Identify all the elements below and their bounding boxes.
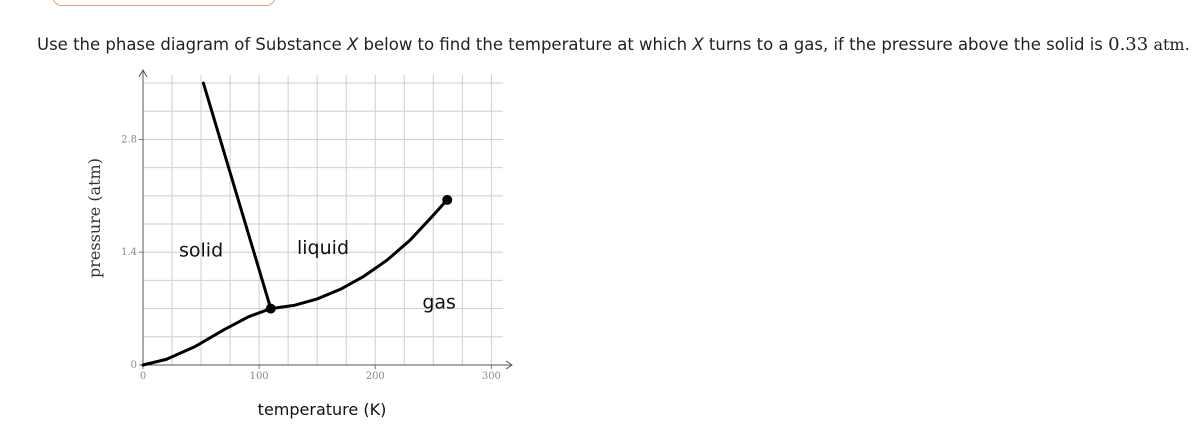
axes	[139, 70, 512, 369]
y-tick-label: 2.8	[121, 134, 137, 146]
grid	[143, 75, 503, 365]
critical-point	[442, 195, 452, 205]
substance-var-2: X	[692, 35, 704, 54]
pressure-value: 0.33	[1108, 34, 1149, 55]
triple-point	[266, 304, 276, 314]
substance-var-1: X	[346, 35, 359, 54]
question-part-3: turns to a gas, if the pressure above the solid is	[703, 35, 1109, 54]
question-part-2: below to find the temperature at which	[358, 35, 693, 54]
x-tick-label: 0	[139, 371, 147, 382]
y-tick-label: 1.4	[121, 247, 137, 259]
region-label-liquid: liquid	[297, 236, 349, 259]
x-tick-label: 100	[249, 371, 269, 382]
x-axis-label: temperature (K)	[257, 400, 387, 419]
x-tick-label: 300	[481, 371, 501, 382]
y-axis-label: pressure (atm)	[85, 158, 104, 278]
region-label-gas: gas	[422, 291, 456, 314]
pressure-unit: atm	[1153, 35, 1185, 54]
region-label-solid: solid	[178, 239, 224, 262]
y-tick-label: 0	[130, 360, 137, 371]
question-part-1: Use the phase diagram of Substance	[37, 35, 347, 54]
x-tick-label: 200	[365, 371, 385, 382]
question-end: .	[1184, 35, 1190, 54]
